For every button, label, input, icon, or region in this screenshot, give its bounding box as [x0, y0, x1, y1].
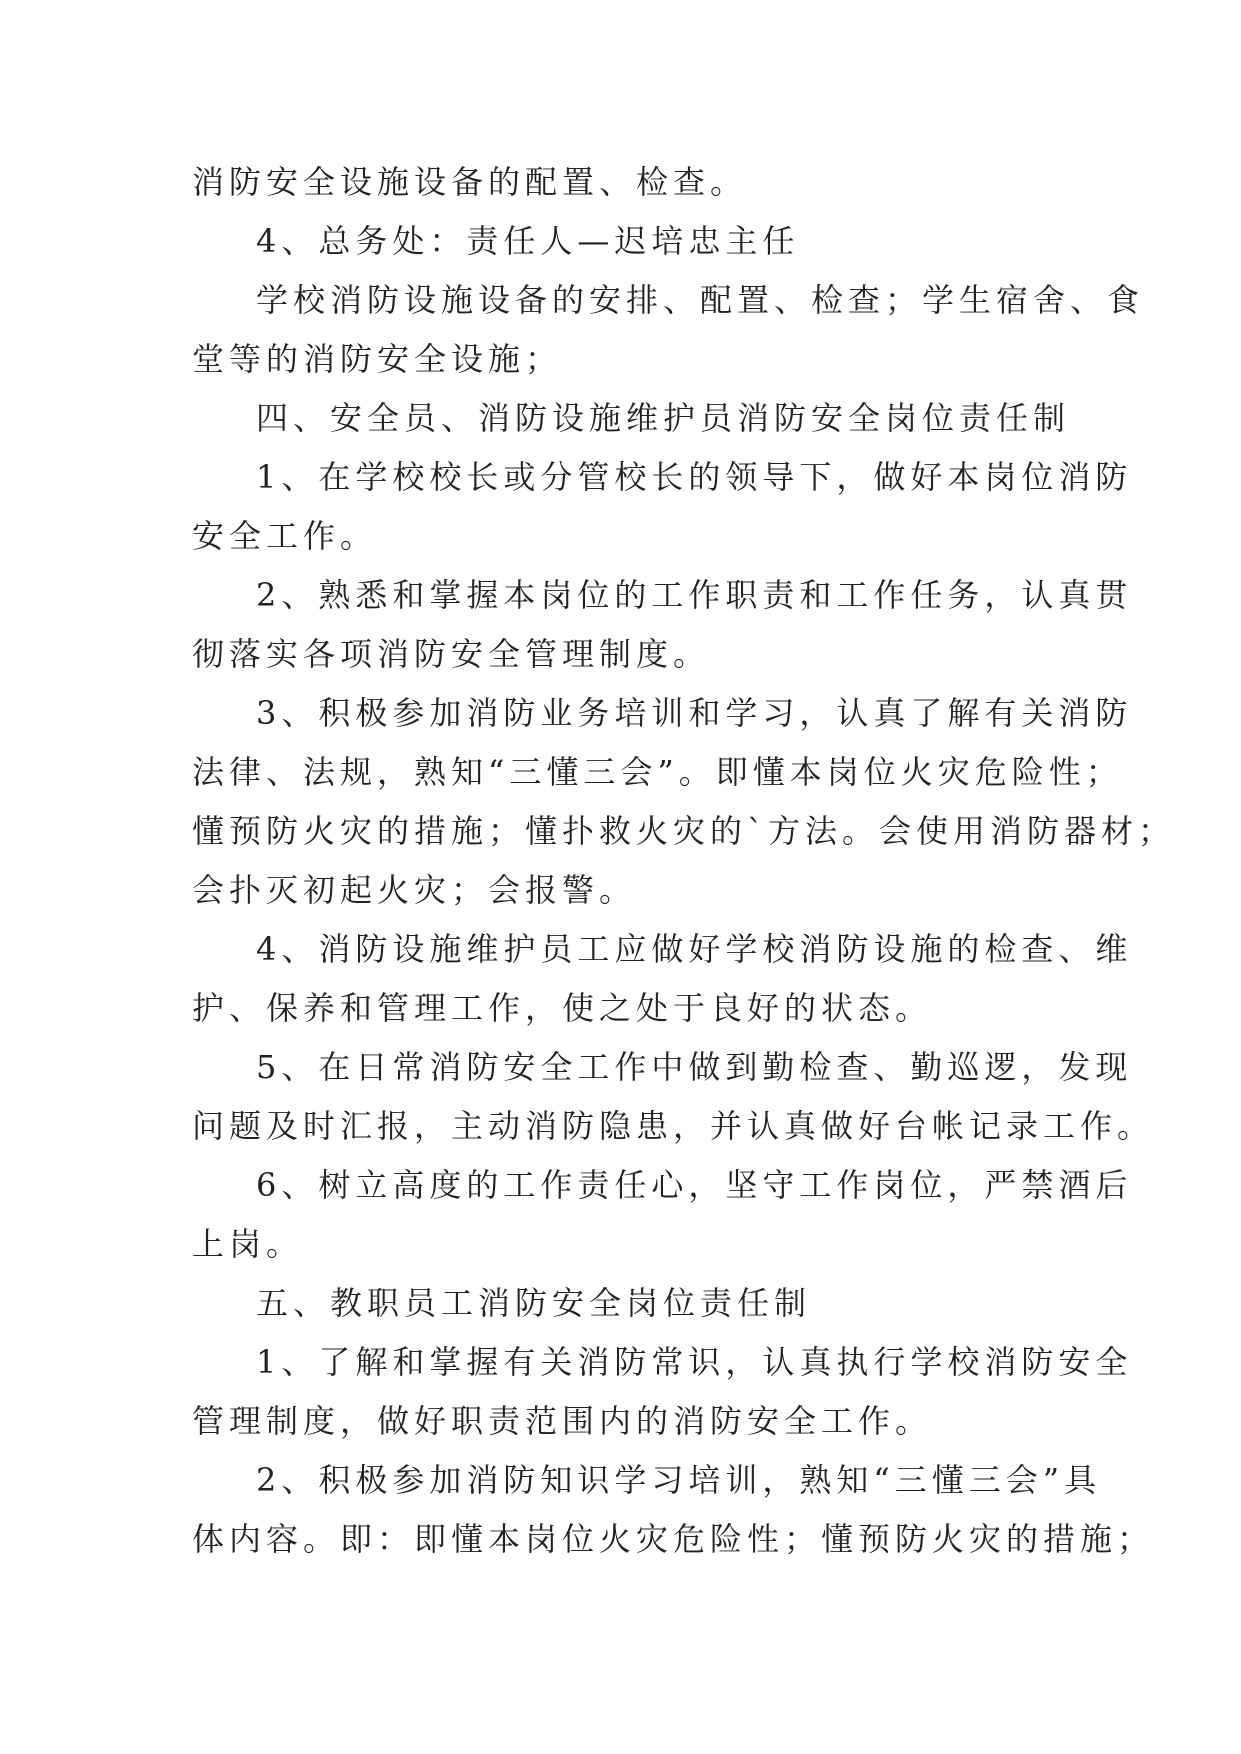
text-line: 体内容。即：即懂本岗位火灾危险性；懂预防火灾的措施；	[192, 1520, 1155, 1558]
document-body	[192, 153, 1176, 1569]
text-line: 法律、法规，熟知“三懂三会”。即懂本岗位火灾危险性；	[192, 753, 1123, 791]
text-line: 安全工作。	[192, 517, 378, 555]
text-line: 2、熟悉和掌握本岗位的工作职责和工作任务，认真贯	[256, 576, 1133, 614]
text-line: 上岗。	[192, 1225, 304, 1263]
text-line: 消防安全设施设备的配置、检查。	[192, 163, 748, 201]
text-line: 问题及时汇报，主动消防隐患，并认真做好台帐记录工作。	[192, 1107, 1155, 1145]
text-line: 护、保养和管理工作，使之处于良好的状态。	[192, 989, 933, 1027]
text-line: 1、在学校校长或分管校长的领导下，做好本岗位消防	[256, 458, 1133, 496]
text-line: 3、积极参加消防业务培训和学习，认真了解有关消防	[256, 694, 1133, 732]
text-line: 懂预防火灾的措施；懂扑救火灾的`方法。会使用消防器材；	[192, 812, 1176, 850]
text-line: 学校消防设施设备的安排、配置、检查；学生宿舍、食	[256, 281, 1145, 319]
text-line: 管理制度，做好职责范围内的消防安全工作。	[192, 1402, 933, 1440]
text-line: 5、在日常消防安全工作中做到勤检查、勤巡逻，发现	[256, 1048, 1133, 1086]
text-line: 1、了解和掌握有关消防常识，认真执行学校消防安全	[256, 1343, 1133, 1381]
text-line: 会扑灭初起火灾；会报警。	[192, 871, 637, 909]
text-line: 4、消防设施维护员工应做好学校消防设施的检查、维	[256, 930, 1133, 968]
text-line: 2、积极参加消防知识学习培训，熟知“三懂三会”具	[256, 1461, 1102, 1499]
text-line: 堂等的消防安全设施；	[192, 340, 563, 378]
text-line: 6、树立高度的工作责任心，坚守工作岗位，严禁酒后	[256, 1166, 1133, 1204]
section-heading: 五、教职员工消防安全岗位责任制	[256, 1284, 812, 1322]
text-line: 4、总务处：责任人—迟培忠主任	[256, 222, 800, 260]
section-heading: 四、安全员、消防设施维护员消防安全岗位责任制	[256, 399, 1071, 437]
text-line: 彻落实各项消防安全管理制度。	[192, 635, 711, 673]
